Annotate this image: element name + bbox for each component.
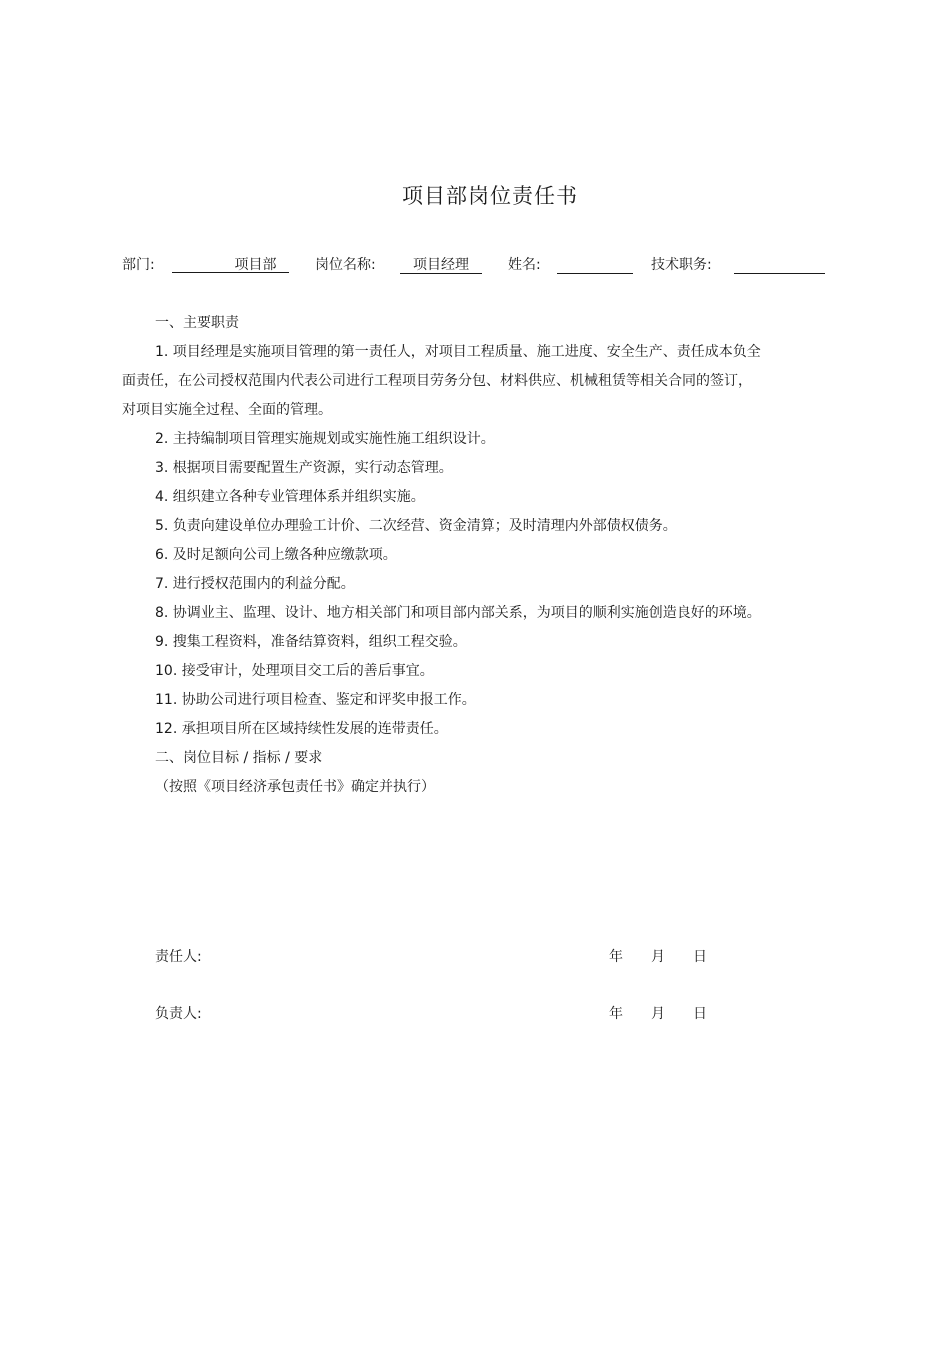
duty-item: 10. 接受审计，处理项目交工后的善后事宜。 [155,663,434,679]
dept-value: 项目部 [172,254,289,273]
duty-item: 3. 根据项目需要配置生产资源，实行动态管理。 [155,460,453,476]
responsible-person-label: 责任人: [155,949,202,965]
signature-month: 月 [651,949,665,965]
duty-item: 7. 进行授权范围内的利益分配。 [155,576,355,592]
duty-item: 2. 主持编制项目管理实施规划或实施性施工组织设计。 [155,431,495,447]
signature-day: 日 [693,949,707,965]
tech-title-value-field [734,254,825,274]
document-title: 项目部岗位责任书 [402,184,578,208]
duty-item: 11. 协助公司进行项目检查、鉴定和评奖申报工作。 [155,692,476,708]
document-body [122,309,762,802]
name-label: 姓名: [508,257,541,273]
targets-note: （按照《项目经济承包责任书》确定并执行） [155,779,435,795]
supervisor-label: 负责人: [155,1006,202,1022]
post-value: 项目经理 [400,254,482,274]
signature-month: 月 [651,1006,665,1022]
signature-day: 日 [693,1006,707,1022]
tech-title-label: 技术职务: [651,257,712,273]
name-value-field [557,254,633,274]
section-heading-targets: 二、岗位目标 / 指标 / 要求 [155,750,323,766]
duty-item: 4. 组织建立各种专业管理体系并组织实施。 [155,489,425,505]
duty-item: 9. 搜集工程资料，准备结算资料，组织工程交验。 [155,634,467,650]
duty-item: 8. 协调业主、监理、设计、地方相关部门和项目部内部关系，为项目的顺利实施创造良好的环境。 [155,605,761,621]
signature-year: 年 [609,949,623,965]
post-label: 岗位名称: [315,257,376,273]
duty-item: 5. 负责向建设单位办理验工计价、二次经营、资金清算；及时清理内外部债权债务。 [155,518,677,534]
duty-item: 1. 项目经理是实施项目管理的第一责任人，对项目工程质量、施工进度、安全生产、责任成本负全面责任，在公司授权范围内代表公司进行工程项目劳务分包、材料供应、机械租赁等相关合同的签订，对项目实施全过程、全面的管理。 [122,344,761,418]
duty-item: 6. 及时足额向公司上缴各种应缴款项。 [155,547,397,563]
duty-item: 12. 承担项目所在区域持续性发展的连带责任。 [155,721,448,737]
section-heading-duties: 一、主要职责 [155,315,239,331]
dept-label: 部门: [122,257,155,273]
signature-year: 年 [609,1006,623,1022]
